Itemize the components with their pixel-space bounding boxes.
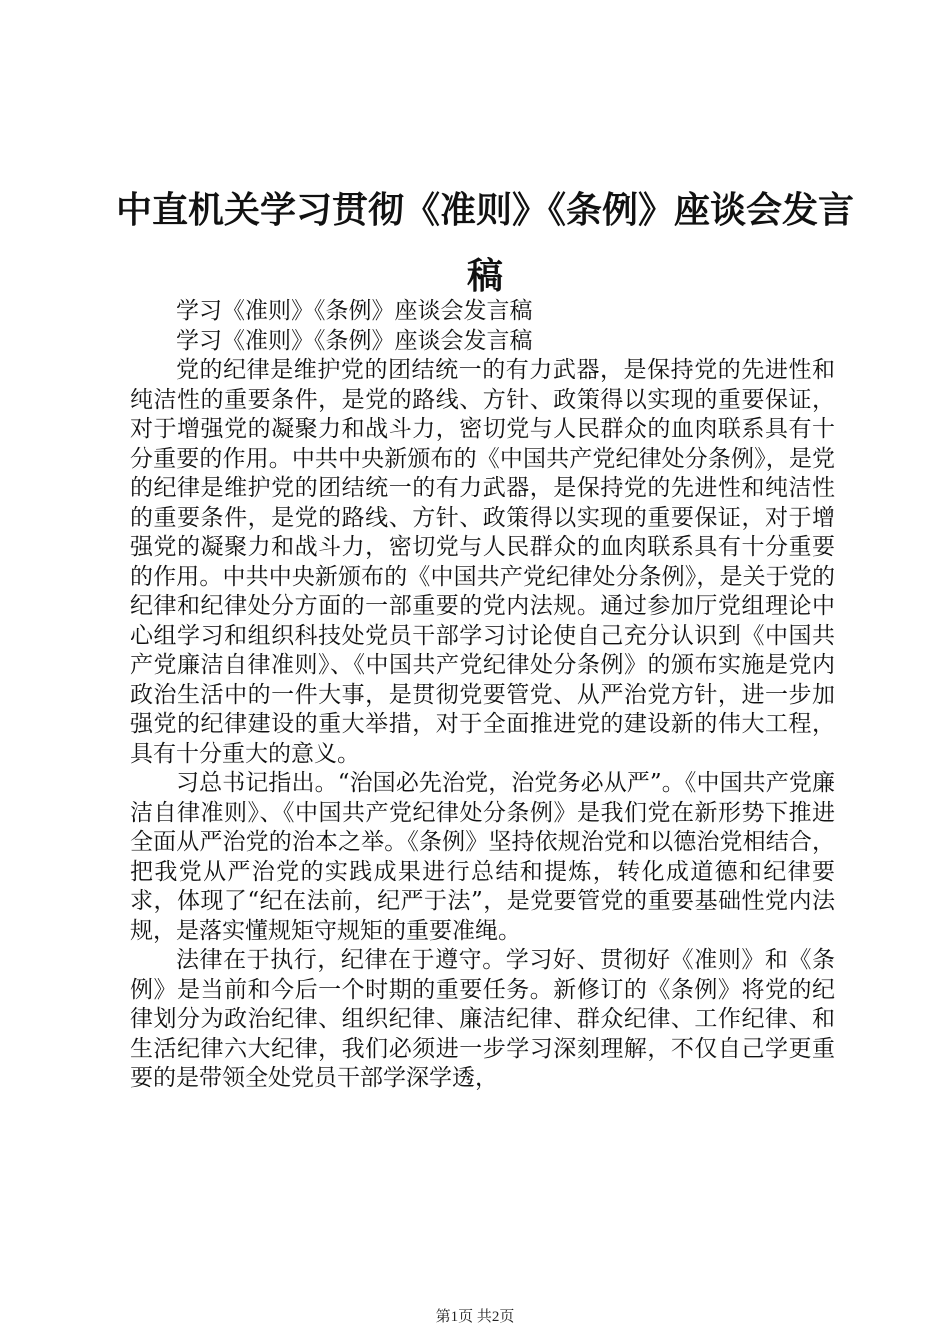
page-footer: 第1页 共2页	[435, 1309, 515, 1325]
document-body	[130, 297, 835, 1094]
paragraph: 习总书记指出。“治国必先治党，治党务必从严”。《中国共产党廉洁自律准则》、《中国共产党纪律处分条例》是我们党在新形势下推进全面从严治党的治本之举。《条例》坚持依规治党和以德治党相结合，把我党从严治党的实践成果进行总结和提炼，转化成道德和纪律要求，体现了“纪在法前，纪严于法”，是党要管党的重要基础性党内法规，是落实懂规矩守规矩的重要准绳。	[130, 770, 835, 944]
subheading: 学习《准则》《条例》座谈会发言稿	[176, 298, 533, 324]
paragraph: 党的纪律是维护党的团结统一的有力武器，是保持党的先进性和纯洁性的重要条件，是党的路线、方针、政策得以实现的重要保证，对于增强党的凝聚力和战斗力，密切党与人民群众的血肉联系具有十分重要的作用。中共中央新颁布的《中国共产党纪律处分条例》，是党的纪律是维护党的团结统一的有力武器，是保持党的先进性和纯洁性的重要条件，是党的路线、方针、政策得以实现的重要保证，对于增强党的凝聚力和战斗力，密切党与人民群众的血肉联系具有十分重要的作用。中共中央新颁布的《中国共产党纪律处分条例》，是关于党的纪律和纪律处分方面的一部重要的党内法规。通过参加厅党组理论中心组学习和组织科技处党员干部学习讨论使自己充分认识到《中国共产党廉洁自律准则》、《中国共产党纪律处分条例》的颁布实施是党内政治生活中的一件大事，是贯彻党要管党、从严治党方针，进一步加强党的纪律建设的重大举措，对于全面推进党的建设新的伟大工程，具有十分重大的意义。	[130, 357, 835, 767]
subheading: 学习《准则》《条例》座谈会发言稿	[176, 327, 533, 354]
document-title: 中直机关学习贯彻《准则》《条例》座谈会发言稿	[115, 190, 854, 297]
paragraph: 法律在于执行，纪律在于遵守。学习好、贯彻好《准则》和《条例》是当前和今后一个时期的重要任务。新修订的《条例》将党的纪律划分为政治纪律、组织纪律、廉洁纪律、群众纪律、工作纪律、和生活纪律六大纪律，我们必须进一步学习深刻理解，不仅自己学更重要的是带领全处党员干部学深学透，	[130, 947, 835, 1091]
